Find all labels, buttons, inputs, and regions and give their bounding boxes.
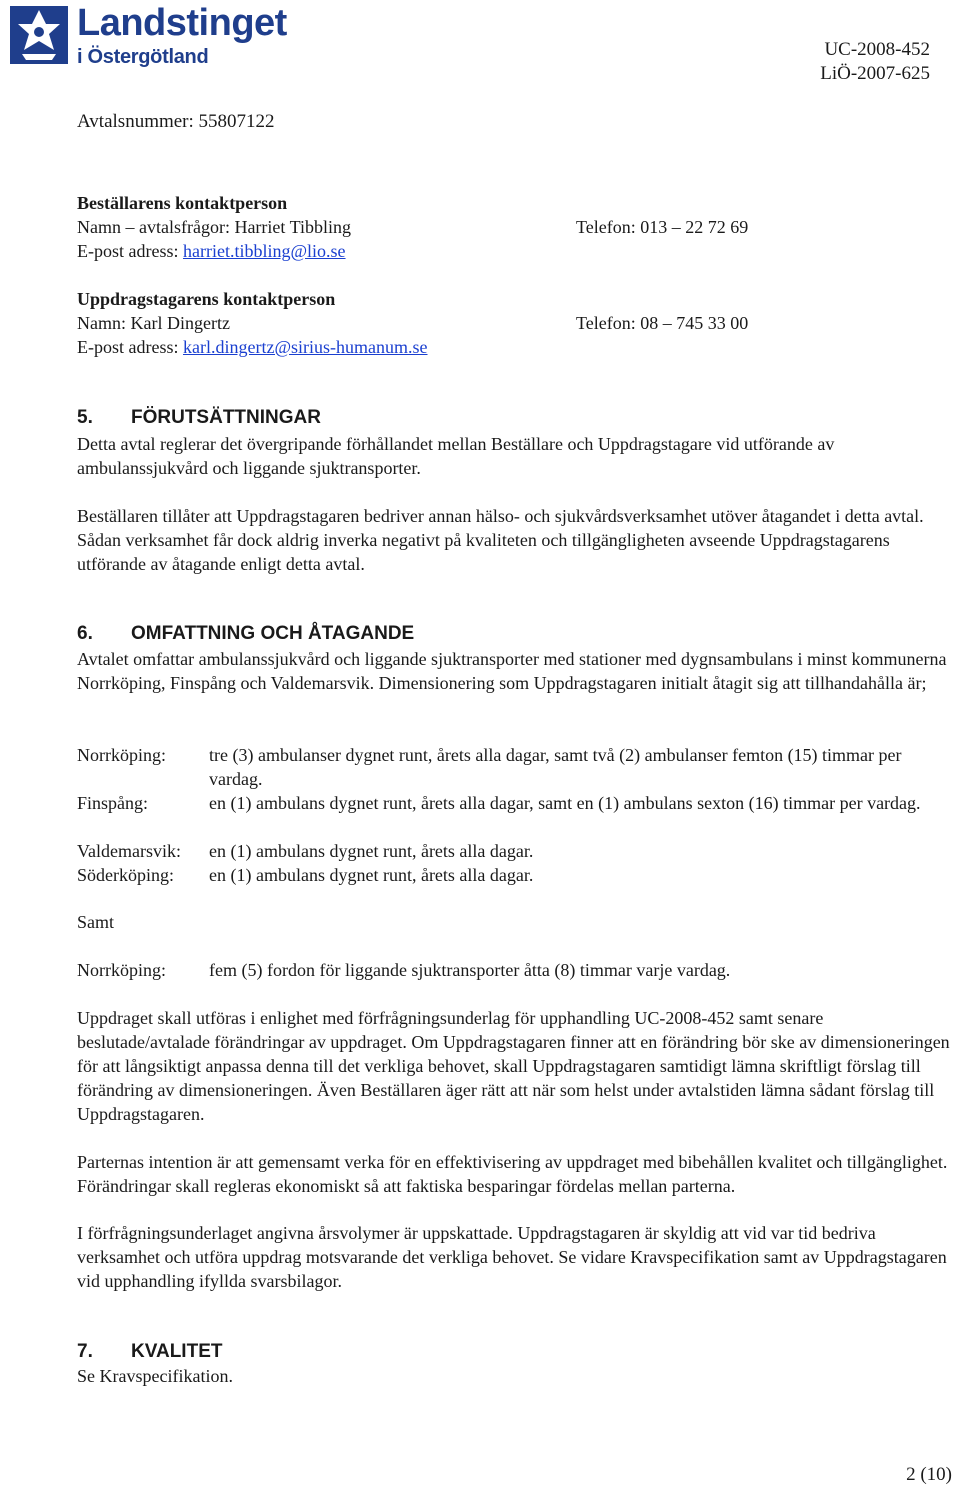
dimension-row-text: en (1) ambulans dygnet runt, årets alla dagar. [209, 841, 534, 861]
section-5-paragraph-1: Detta avtal reglerar det övergripande förhållandet mellan Beställare och Uppdragstagare vid utförande av ambulanssjukvård och liggande sjuktransporter. [77, 434, 835, 478]
contract-number: Avtalsnummer: 55807122 [77, 111, 275, 132]
section-7-text: Se Kravspecifikation. [77, 1366, 233, 1386]
section-6-heading [77, 622, 414, 646]
transport-row-label: Norrköping: [77, 960, 166, 980]
bestallare-email-label: E-post adress: [77, 241, 183, 261]
uppdragstagare-name: Namn: Karl Dingertz [77, 313, 230, 333]
section-6-title: OMFATTNING OCH ÅTAGANDE [131, 623, 415, 644]
section-6-intro: Avtalet omfattar ambulanssjukvård och liggande sjuktransporter med stationer med dygnsambulans i minst kommunerna Norrköping, Finspång och Valdemarsvik. Dimensionering som Uppdragstagaren initialt åtagit sig att tillhandahålla är; [77, 649, 947, 693]
bestallare-name: Namn – avtalsfrågor: Harriet Tibbling [77, 217, 351, 237]
reference-lio: LiÖ-2007-625 [820, 63, 930, 84]
section-6-number: 6. [77, 623, 93, 644]
dimension-row-text: en (1) ambulans dygnet runt, årets alla dagar. [209, 865, 534, 885]
section-5-title: FÖRUTSÄTTNINGAR [131, 407, 321, 428]
bestallare-email-row [77, 239, 346, 263]
section-6-paragraph-2: Parternas intention är att gemensamt verka för en effektivisering av uppdraget med bibehållen kvalitet och tillgänglighet. Förändringar skall regleras ekonomiskt så att faktiska besparingar fördelas mellan parterna. [77, 1152, 948, 1196]
logo-emblem-icon [8, 4, 70, 66]
dimension-row-text: en (1) ambulans dygnet runt, årets alla dagar, samt en (1) ambulans sexton (16) timmar per vardag. [209, 793, 921, 813]
uppdragstagare-email-label: E-post adress: [77, 337, 183, 357]
page-number: 2 (10) [906, 1464, 952, 1485]
uppdragstagare-phone: Telefon: 08 – 745 33 00 [576, 313, 749, 333]
bestallare-title: Beställarens kontaktperson [77, 193, 288, 213]
dimension-row-label: Finspång: [77, 793, 149, 813]
section-5-paragraph-2: Beställaren tillåter att Uppdragstagaren bedriver annan hälso- och sjukvårdsverksamhet utöver åtagandet i detta avtal. Sådan verksamhet får dock aldrig inverka negativt på kvaliteten och tillgängligheten avseende Uppdragstagarens utförande av åtagande enligt detta avtal. [77, 506, 924, 574]
dimension-row-text: tre (3) ambulanser dygnet runt, årets alla dagar, samt två (2) ambulanser femton (15) timmar per vardag. [209, 745, 902, 789]
reference-uc: UC-2008-452 [824, 39, 930, 60]
logo-text-landstinget: Landstinget [77, 2, 287, 44]
section-6-paragraph-1: Uppdraget skall utföras i enlighet med förfrågningsunderlag för upphandling UC-2008-452 samt senare beslutade/avtalade förändringar av uppdraget. Om Uppdragstagaren finner att en förändring bör ske av dimensioneringen för att långsiktigt anpassa denna till det verkliga behovet, skall Uppdragstagaren samtidigt lämna skriftligt förslag till förändring av dimensioneringen. Även Beställaren äger rätt att när som helst under avtalstiden lämna sådant förslag till Uppdragstagaren. [77, 1008, 950, 1124]
bestallare-phone: Telefon: 013 – 22 72 69 [576, 217, 749, 237]
section-5-number: 5. [77, 407, 93, 428]
uppdragstagare-title: Uppdragstagarens kontaktperson [77, 289, 336, 309]
uppdragstagare-email-row [77, 335, 428, 359]
dimension-row-label: Norrköping: [77, 745, 166, 765]
landstinget-logo [8, 4, 298, 70]
section-7-heading [77, 1340, 222, 1364]
dimension-row-label: Valdemarsvik: [77, 841, 181, 861]
transport-row-text: fem (5) fordon för liggande sjuktransporter åtta (8) timmar varje vardag. [209, 960, 731, 980]
bestallare-email-link[interactable]: harriet.tibbling@lio.se [182, 241, 346, 261]
section-5-heading [77, 406, 321, 430]
logo-text-region: i Östergötland [77, 46, 209, 68]
uppdragstagare-email-link[interactable]: karl.dingertz@sirius-humanum.se [182, 337, 428, 357]
samt-label: Samt [77, 912, 115, 932]
section-7-number: 7. [77, 1341, 93, 1362]
dimension-row-label: Söderköping: [77, 865, 174, 885]
section-7-title: KVALITET [131, 1341, 223, 1362]
section-6-paragraph-3: I förfrågningsunderlaget angivna årsvolymer är uppskattade. Uppdragstagaren är skyldig att vid var tid bedriva verksamhet och utföra uppdrag motsvarande det verkliga behovet. Se vidare Kravspecifikation samt av Uppdragstagaren vid upphandling ifyllda svarsbilagor. [77, 1223, 947, 1291]
reference-numbers [820, 38, 930, 86]
